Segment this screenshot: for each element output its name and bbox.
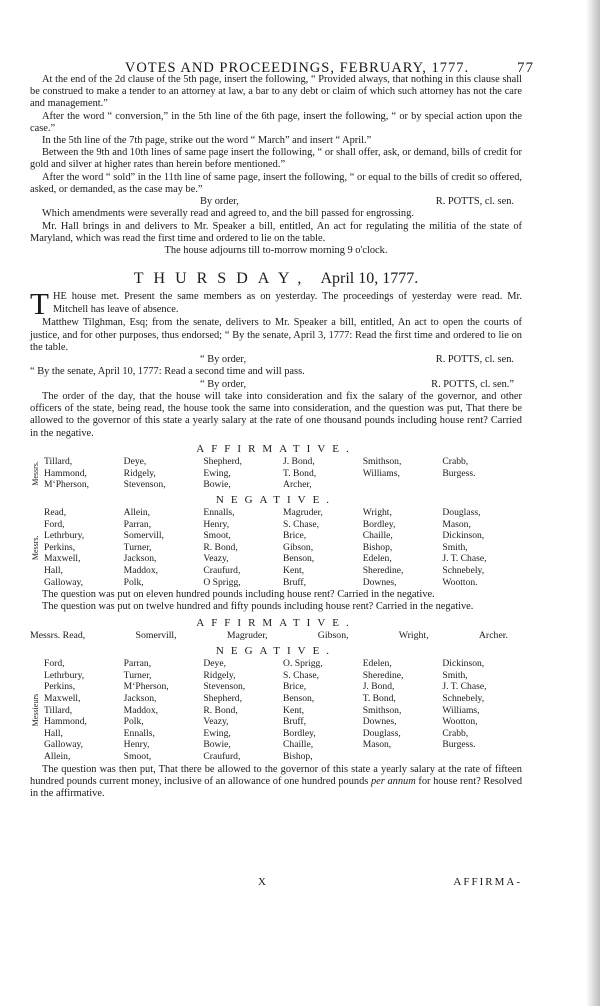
member-name: R. Bond, [203, 541, 238, 553]
negative-heading: NEGATIVE. [215, 645, 337, 658]
member-name: Schnebely, [442, 565, 485, 577]
body-paragraph: The order of the day, that the house will take into consideration and fix the salary of the governor, and other officers of the state, being read, the house took the same into consideration, and the question was put, That there be allowed to the governor of this state a yearly salary at the rate of one thousand pounds including house rent? Carried in the negative. [30, 391, 522, 439]
amendment-paragraph: In the 5th line of the 7th page, strike out the word “ March” and insert “ April.” [42, 135, 372, 147]
member-name: Ewing, [203, 467, 231, 479]
clerk-signature: R. POTTS, cl. sen.” [431, 378, 514, 390]
member-name: Williams, [362, 467, 400, 479]
member-name: Archer. [478, 629, 508, 641]
by-order-line: By order, [200, 196, 239, 208]
member-name: Dickinson, [442, 530, 485, 542]
day-date: April 10, 1777. [320, 270, 419, 288]
affirmative-heading: AFFIRMATIVE. [196, 616, 356, 629]
member-name: Bordley, [362, 518, 396, 530]
name-column [283, 456, 363, 491]
member-name: Craufurd, [203, 751, 241, 762]
member-name: Craufurd, [203, 565, 241, 577]
name-column [124, 507, 204, 588]
messieurs-label: Messieurs [31, 694, 40, 727]
member-name: O. Sprigg, [283, 658, 323, 670]
member-name: Bruff, [283, 716, 307, 728]
name-column [283, 507, 363, 588]
clerk-signature: R. POTTS, cl. sen. [435, 354, 514, 366]
member-name: Somervill, [123, 530, 164, 542]
adjournment-line: The house adjourns till to-morrow morning 9 o'clock. [164, 245, 388, 257]
member-name: S. Chase, [283, 669, 319, 681]
name-column [363, 507, 443, 588]
header-title: VOTES AND PROCEEDINGS, FEBRUARY, 1777. [124, 60, 470, 76]
member-name: Turner, [123, 669, 152, 681]
resolution-paragraph [30, 764, 522, 801]
name-column [44, 507, 124, 588]
member-name: Bishop, [362, 541, 393, 553]
body-paragraph: Matthew Tilghman, Esq; from the senate, delivers to Mr. Speaker a bill, entitled, An act to open the courts of justice, and for other purposes, thus endorsed; “ By the senate, April 3, 1777: Read the first time and ordered to lie on the table. [30, 317, 522, 353]
member-name: Ennalls, [123, 727, 155, 739]
member-name: J. T. Chase, [442, 681, 487, 693]
member-name: Smithson, [362, 704, 402, 716]
drop-cap: T [30, 286, 49, 322]
member-name: Deye, [123, 456, 147, 468]
text-fragment: for house rent? Resolved in the affirmative. [30, 775, 523, 799]
member-name: Galloway, [44, 739, 84, 751]
member-name: Downes, [362, 576, 397, 588]
negative-heading: NEGATIVE. [215, 493, 337, 506]
member-name: Benson, [283, 693, 315, 705]
member-name: Dickinson, [442, 658, 485, 670]
member-name: Bowie, [203, 739, 231, 751]
name-column [442, 456, 522, 491]
member-name: Allein, [123, 507, 151, 519]
name-column [44, 456, 124, 491]
member-name: Chaille, [362, 530, 393, 542]
by-order-line: “ By order, [200, 378, 247, 390]
member-name: Bishop, [283, 751, 313, 762]
opening-paragraph [30, 286, 522, 322]
member-name: Jackson, [123, 553, 157, 565]
day-heading [30, 270, 522, 288]
member-name: Mason, [362, 739, 392, 751]
member-name: O Sprigg, [203, 576, 241, 588]
amendment-paragraph: Between the 9th and 10th lines of same page insert the following, “ or shall offer, ask, or demand, bills of credit for gold and silver at higher rates than herein before mentioned.” [30, 147, 522, 171]
member-name: Polk, [123, 576, 144, 588]
member-name: Benson, [283, 553, 315, 565]
member-name: Maddox, [123, 704, 159, 716]
member-name: M‘Pherson, [123, 681, 169, 693]
member-name: Hammond, [44, 467, 87, 479]
member-name: Brice, [283, 681, 307, 693]
negative-list [30, 507, 522, 588]
member-name: T. Bond, [283, 467, 317, 479]
member-name: Ewing, [203, 727, 231, 739]
member-name: Ridgely, [123, 467, 156, 479]
body-paragraph: Mr. Hall brings in and delivers to Mr. Speaker a bill, entitled, An act for regulating the militia of the state of Maryland, which was read the first time and ordered to lie on the table. [30, 220, 522, 244]
clerk-signature: R. POTTS, cl. sen. [435, 196, 514, 208]
member-name: Williams, [442, 704, 480, 716]
member-name: Smoot, [123, 751, 152, 762]
member-name: Ennalls, [203, 507, 235, 519]
body-paragraph: Which amendments were severally read and agreed to, and the bill passed for engrossing. [42, 208, 414, 220]
member-name: Maddox, [123, 565, 159, 577]
name-column [442, 658, 522, 762]
name-column [363, 658, 443, 762]
name-column [124, 658, 204, 762]
member-name: Kent, [283, 565, 305, 577]
member-name: Parran, [123, 658, 152, 670]
member-name: Maxwell, [44, 693, 81, 705]
member-name: Magruder, [283, 507, 323, 519]
name-column [442, 507, 522, 588]
member-name: Bowie, [203, 479, 231, 491]
body-paragraph: “ By the senate, April 10, 1777: Read a second time and will pass. [30, 366, 305, 378]
member-name: R. Bond, [203, 704, 238, 716]
question-paragraph: The question was put on twelve hundred and fifty pounds including house rent? Carried in the negative. [42, 601, 474, 613]
member-name: Perkins, [44, 541, 76, 553]
name-column [203, 456, 283, 491]
member-name: Read, [44, 507, 67, 519]
member-name: S. Chase, [283, 518, 319, 530]
member-name: Stevenson, [123, 479, 166, 491]
member-name: Lethrbury, [44, 530, 85, 542]
member-name: Maxwell, [44, 553, 81, 565]
member-name: Douglass, [362, 727, 401, 739]
member-name: Galloway, [44, 576, 84, 588]
page-body [30, 74, 522, 800]
messrs-label: Messrs. [31, 535, 40, 560]
member-name: Bordley, [283, 727, 316, 739]
member-name: Deye, [203, 658, 226, 670]
affirmative-list [30, 630, 522, 642]
amendment-paragraph: After the word “ sold” in the 11th line of same page, insert the following, “ or equal to the bills of credit so offered, asked, or demanded, as the case may be.” [30, 171, 522, 195]
question-paragraph: The question was put on eleven hundred pounds including house rent? Carried in the negative. [42, 589, 435, 601]
member-name: Shepherd, [203, 456, 242, 468]
member-name: Sheredine, [362, 565, 404, 577]
italic-phrase: per annum [370, 775, 416, 787]
name-column [44, 658, 124, 762]
amendment-paragraph: After the word “ conversion,” in the 5th line of the 6th page, insert the following, “ or by special action upon the case.” [30, 110, 522, 134]
member-name: Edelen, [362, 658, 392, 670]
member-name: Ridgely, [203, 669, 236, 681]
member-name: Smoot, [203, 530, 231, 542]
member-name: Schnebely, [442, 693, 485, 705]
member-name: Hall, [44, 565, 63, 577]
opening-text: HE house met. Present the same members as on yesterday. The proceedings of yesterday were read. Mr. Mitchell has leave of absence. [52, 291, 522, 315]
member-name: J. Bond, [362, 681, 395, 693]
member-name: Crabb, [442, 456, 469, 468]
member-name: Shepherd, [203, 693, 242, 705]
page-number: 77 [517, 60, 534, 76]
member-name: Tillard, [44, 704, 73, 716]
member-name: Gibson, [283, 541, 314, 553]
member-name: Kent, [283, 704, 305, 716]
member-name: M‘Pherson, [44, 479, 90, 491]
member-name: Sheredine, [362, 669, 404, 681]
member-name: Turner, [123, 541, 152, 553]
member-name: Chaille, [283, 739, 314, 751]
member-name: Downes, [362, 716, 397, 728]
member-name: Henry, [203, 518, 230, 530]
member-name: Smith, [442, 541, 468, 553]
member-name: Jackson, [123, 693, 157, 705]
messrs-label: Messrs. [31, 461, 40, 486]
member-name: Veazy, [203, 553, 229, 565]
member-name: Smith, [442, 669, 468, 681]
affirmative-heading: AFFIRMATIVE. [196, 442, 356, 455]
member-name: Messrs. Read, [30, 629, 86, 641]
member-name: Mason, [442, 518, 471, 530]
name-column [363, 456, 443, 491]
member-name: Somervill, [135, 629, 177, 641]
signature-mark: X [258, 876, 266, 888]
member-name: Henry, [123, 739, 150, 751]
member-name: Archer, [283, 479, 312, 491]
member-name: Stevenson, [203, 681, 246, 693]
member-name: Veazy, [203, 716, 229, 728]
member-name: Edelen, [362, 553, 392, 565]
member-name: Wright, [398, 629, 429, 641]
member-name: J. T. Chase, [442, 553, 487, 565]
member-name: Hall, [44, 727, 63, 739]
member-name: Crabb, [442, 727, 469, 739]
page-footer [30, 870, 522, 890]
catchword: AFFIRMA- [453, 876, 522, 888]
member-name: Douglass, [442, 507, 481, 519]
member-name: T. Bond, [362, 693, 396, 705]
negative-list [30, 658, 522, 762]
member-name: Wootton, [442, 716, 478, 728]
member-name: Wright, [362, 507, 392, 519]
member-name: Brice, [283, 530, 307, 542]
member-name: Magruder, [226, 629, 268, 641]
member-name: Ford, [44, 518, 65, 530]
member-name: Parran, [123, 518, 152, 530]
by-order-line: “ By order, [200, 354, 247, 366]
member-name: Allein, [44, 751, 71, 762]
page-edge-shadow [586, 0, 600, 1006]
member-name: Wootton. [442, 576, 478, 588]
amendment-paragraph: At the end of the 2d clause of the 5th page, insert the following, “ Provided always, that nothing in this clause shall be construed to make a tender to an attorney at law, a bar to any debt or claim of which such attorney has not the care and management.” [30, 74, 522, 110]
member-name: Polk, [123, 716, 144, 728]
member-name: Tillard, [44, 456, 73, 468]
member-name: Gibson, [317, 629, 349, 641]
name-column [203, 658, 283, 762]
member-name: Ford, [44, 658, 65, 670]
name-column [203, 507, 283, 588]
member-name: Lethrbury, [44, 669, 85, 681]
member-name: Burgess. [442, 467, 476, 479]
member-name: Burgess. [442, 739, 476, 751]
member-name: Perkins, [44, 681, 76, 693]
day-name: THURSDAY, [133, 270, 312, 288]
name-column [283, 658, 363, 762]
member-name: Smithson, [362, 456, 402, 468]
affirmative-list [30, 456, 522, 491]
member-name: Hammond, [44, 716, 87, 728]
text-fragment: The question was then put, That there be allowed to the governor of this state a yearly salary at the rate of fifteen hundred pounds current money, inclusive of an allowance of one hundred pounds [30, 763, 522, 787]
name-column [124, 456, 204, 491]
member-name: Bruff, [283, 576, 307, 588]
member-name: J. Bond, [283, 456, 315, 468]
